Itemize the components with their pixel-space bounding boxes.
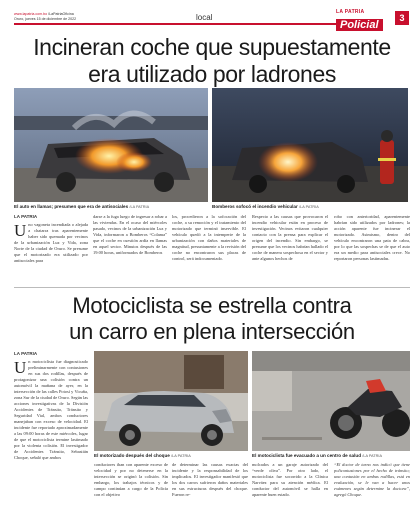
story2-photo2-caption <box>252 453 410 459</box>
section-label: local <box>196 13 213 22</box>
motorcycle-photo <box>252 351 410 451</box>
story2-column-3: de determinar las causas exactas del incidente y la responsabilidad de los implicados. El investigador manifestó que los dos carros sufrieron daños materiales en sus estructuras después del choque. Fueron re- <box>172 462 248 497</box>
story1-photo2-caption <box>212 204 408 210</box>
burning-car-photo <box>14 88 208 202</box>
story1-headline-line2: era utilizado por ladrones <box>88 61 336 87</box>
caption-text: Bomberos sofocó el incendio vehicular <box>212 204 298 209</box>
story1-text-1: no vagoneta incendiada o alejada a chatarra tras aparentemente haber sido quemada por vecinos de la urbanización Luz y Vida, zona Norte de la ciudad de Oruro. Se presume que el motorizado era utilizado por antisociales para <box>14 222 88 263</box>
story2-headline-line1: Motociclista se estrella contra <box>72 293 352 318</box>
photo-credit: /LA PATRIA <box>362 454 382 458</box>
photo-credit: /LA PATRIA <box>171 454 191 458</box>
page-number: 3 <box>395 11 409 25</box>
story1-column-2: darse a la fuga luego de ingresar a robar a las viviendas. En el ocaso del miércoles pasado, vecinos de la urbanización Luz y Vida, informaron a Bomberos “Colama” que el coche en cuestión ardía en llamas en aquel sector. Minutos después de las 19:00 horas, uniformados de Bomberos <box>93 214 167 255</box>
caption-text: El motociclista fue evacuado a un centro de salud <box>252 453 362 458</box>
paper-name: LA PATRIA <box>336 9 365 15</box>
story2-quote: “El doctor de turno nos indicó que tiene policontusiones por el hecho de tránsito; una contusión en ambas rodillas, está en evaluación, se le van a hacer unos exámenes según determine la doctora”, agregó Choque. <box>334 462 410 497</box>
photo-credit: /LA PATRIA <box>129 205 150 209</box>
story2-column-5 <box>334 462 410 524</box>
caption-text: El auto en llamas; presumen que era de antisociales <box>14 204 129 209</box>
masthead-rule <box>14 23 364 25</box>
dropcap: U <box>14 222 27 240</box>
story1-column-5: robo con anterioridad, aparentemente habrían sido utilizados por ladrones; la acción aparente fue incinerar el motorizado. Asimismo, dentro del vehículo encontraron una pata de cabra, por lo que las sospechas se de que el auto era un medio para antisociales crece. No reportaron personas lastimadas. <box>334 214 410 261</box>
story2-column-2: conductores iban con aparente exceso de velocidad y por no detenerse en la intersección se originó la colisión. Sin embargo, los trabajos técnicos y de campo continúan a cargo de la Policía con el objetivo <box>94 462 168 497</box>
story1-column-4: Respecto a las causas que provocaron el incendio vehicular están en proceso de investigación. Vecinos evitaron cualquier contacto con la prensa para explicar el origen del incendio. Sin embargo, se presume que los vecinos habrían hallado el coche de manera sospechosa en el sector y ante algunos hechos de <box>252 214 328 261</box>
story2-column-1 <box>14 359 88 523</box>
story1-headline-line1: Incineran coche que supuestamente <box>33 34 391 60</box>
story2-column-4: molcados a un garaje autorizado del “verde oliva”. Por otro lado, el motociclista fue socorrido a la Clínica Narváez para su atención médica. El conductor del automóvil se halla en aparente buen estado. <box>252 462 328 497</box>
burning-car-image <box>14 88 208 202</box>
story1-column-3: los, procedieron a la sofocación del coche, a su remoción y el tratamiento del motorizado que terminó inservible. El vehículo quedó a la intemperie de la urbanización con daños materiales de magnitud, presuntamente a la revisión del coche no encontraron sus placas de control, será indocumentado. <box>172 214 246 261</box>
damaged-car-photo <box>94 351 248 451</box>
facebook-handle[interactable]: /LaPatriaOficina <box>48 12 74 16</box>
motorcycle-image <box>252 351 410 451</box>
story1-byline: LA PATRIA <box>14 214 38 219</box>
story2-text-1: n motociclista fue diagnosticado preliminarmente con contusiones en sus dos rodillas, después de protagonizar una colisión contra un automóvil la mañana de ayer, en la intersección de las calles Potosí y Vicuña, zona Sur de la ciudad de Oruro. Según las acciones investigativas de la División Accidentes de Tránsito, Tránsito y Seguridad Vial, ambos conductores manejaban con exceso de velocidad. El incidente fue reportado aproximadamente a las 09:00 horas de este miércoles, lugar de que el motociclista termine lastimado por la violenta colisión. El investigador de Accidentes Tránsito, Sebastián Choque, señaló que ambos <box>14 359 88 460</box>
photo-credit: /LA PATRIA <box>299 205 319 209</box>
website-url[interactable]: www.lapatria.com.bo <box>14 12 48 16</box>
dateline: Oruro, jueves 15 de diciembre de 2022 <box>14 17 77 21</box>
story2-photo1-caption <box>94 453 248 459</box>
masthead <box>0 0 420 30</box>
section-brand <box>336 9 390 31</box>
damaged-car-image <box>94 351 248 451</box>
firefighters-photo <box>212 88 408 202</box>
caption-text: El motorizado después del choque <box>94 453 170 458</box>
section-brand-label: Policial <box>336 19 383 31</box>
dropcap: U <box>14 359 27 377</box>
story2-headline-line2: un carro en plena intersección <box>69 319 355 344</box>
story-divider <box>14 287 410 288</box>
masthead-info <box>14 12 76 22</box>
story2-headline <box>14 293 410 345</box>
story2-byline: LA PATRIA <box>14 351 38 356</box>
firefighters-image <box>212 88 408 202</box>
story1-column-1 <box>14 222 88 284</box>
story1-headline <box>14 34 410 88</box>
story1-photo1-caption <box>14 204 208 210</box>
